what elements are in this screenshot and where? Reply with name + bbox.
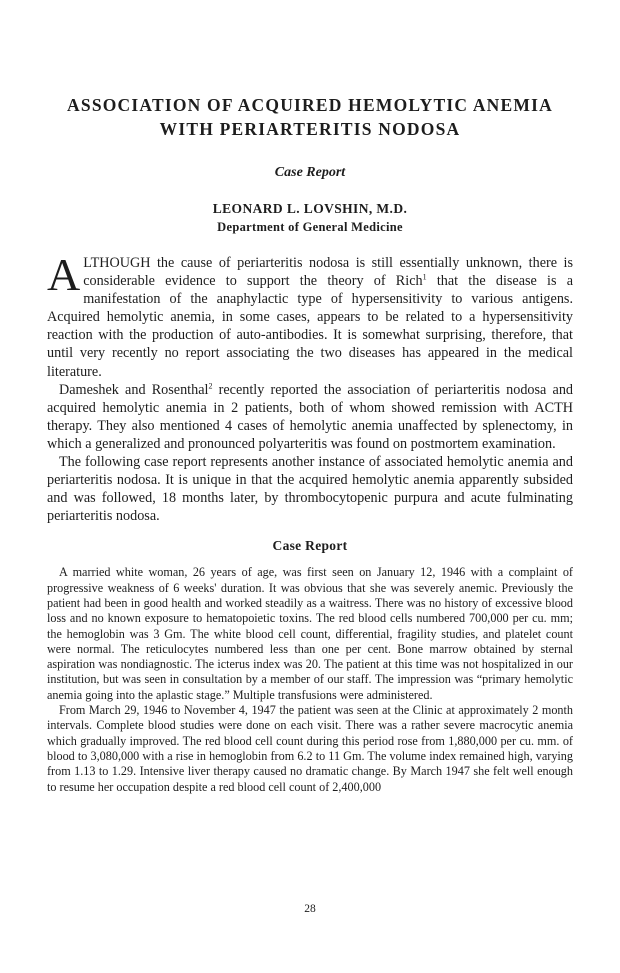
case-paragraph-2: From March 29, 1946 to November 4, 1947 the patient was seen at the Clinic at approximately 2 month intervals. Complete blood studies were done on each visit. There was a rather severe macrocytic anemia which gradually improved. The red blood cell count during this period rose from 1,880,000 per cu. mm. of blood to 3,080,000 with a rise in hemoglobin from 6.2 to 11 Gm. The volume index remained high, varying from 1.13 to 1.29. Intensive liver therapy caused no dramatic change. By March 1947 she felt well enough to resume her occupation despite a red blood cell count of 2,400,000 [47,703,573,794]
section-heading-case-report: Case Report [272,538,348,554]
author-name: LEONARD L. LOVSHIN, M.D. [212,201,408,216]
intro-paragraph-3: The following case report represents another instance of associated hemolytic anemia and periarteritis nodosa. It is unique in that the acquired hemolytic anemia apparently subsided and was followed, 18 months later, by thrombocytopenic purpura and acute fulminating periarteritis nodosa. [47,454,573,525]
intro-p1-end: that the disease is a manifestation of the anaphylactic type of hypersensitivity to various antigens. Acquired hemolytic anemia, in some cases, appears to be related to a hypersensitivity reaction with the production of auto-antibodies. It is somewhat surprising, therefore, that until very recently no report associating the two diseases has appeared in the medical literature. [47,273,573,380]
intro-p2-start: Dameshek and Rosenthal [59,381,209,398]
author-department: Department of General Medicine [217,220,403,234]
intro-paragraph-2 [47,381,573,453]
intro-paragraph-1 [47,249,573,381]
intro-p1-start: LTHOUGH the cause of periarteritis nodosa is still essentially unknown, there is considerable evidence to support the theory of Rich [83,255,573,290]
drop-cap: A [47,249,81,300]
page-number: 28 [304,903,316,915]
article-body [47,249,574,795]
case-paragraph-1: A married white woman, 26 years of age, was first seen on January 12, 1946 with a complaint of progressive weakness of 6 weeks' duration. It was obvious that she was severely anemic. Previously the patient had been in good health and worked steadily as a waitress. There was no history of excessive blood loss and no known exposure to hematopoietic toxins. The red blood cells numbered 700,000 per cu. mm; the hemoglobin was 3 Gm. The white blood cell count, differential, fragility studies, and platelet count were normal. The reticulocytes numbered less than one per cent. Bone marrow obtained by sternal aspiration was nondiagnostic. The icterus index was 20. The patient at this time was not hospitalized in our institution, but was seen in consultation by a member of our staff. The impression was “primary hemolytic anemia going into the aplastic stage.” Multiple transfusions were administered. [47,565,573,702]
reference-2: 2 [208,380,213,390]
article-subtitle: Case Report [274,165,346,180]
reference-1: 1 [422,272,427,282]
article-title: ASSOCIATION OF ACQUIRED HEMOLYTIC ANEMIA WITH PERIARTERITIS NODOSA [67,95,553,139]
intro-p2-end: recently reported the association of periarteritis nodosa and acquired hemolytic anemia in 2 patients, both of whom showed remission with ACTH therapy. They also mentioned 4 cases of hemolytic anemia unaffected by splenectomy, in which a generalized and pronounced polyarteritis was found on postmortem examination. [47,381,574,452]
